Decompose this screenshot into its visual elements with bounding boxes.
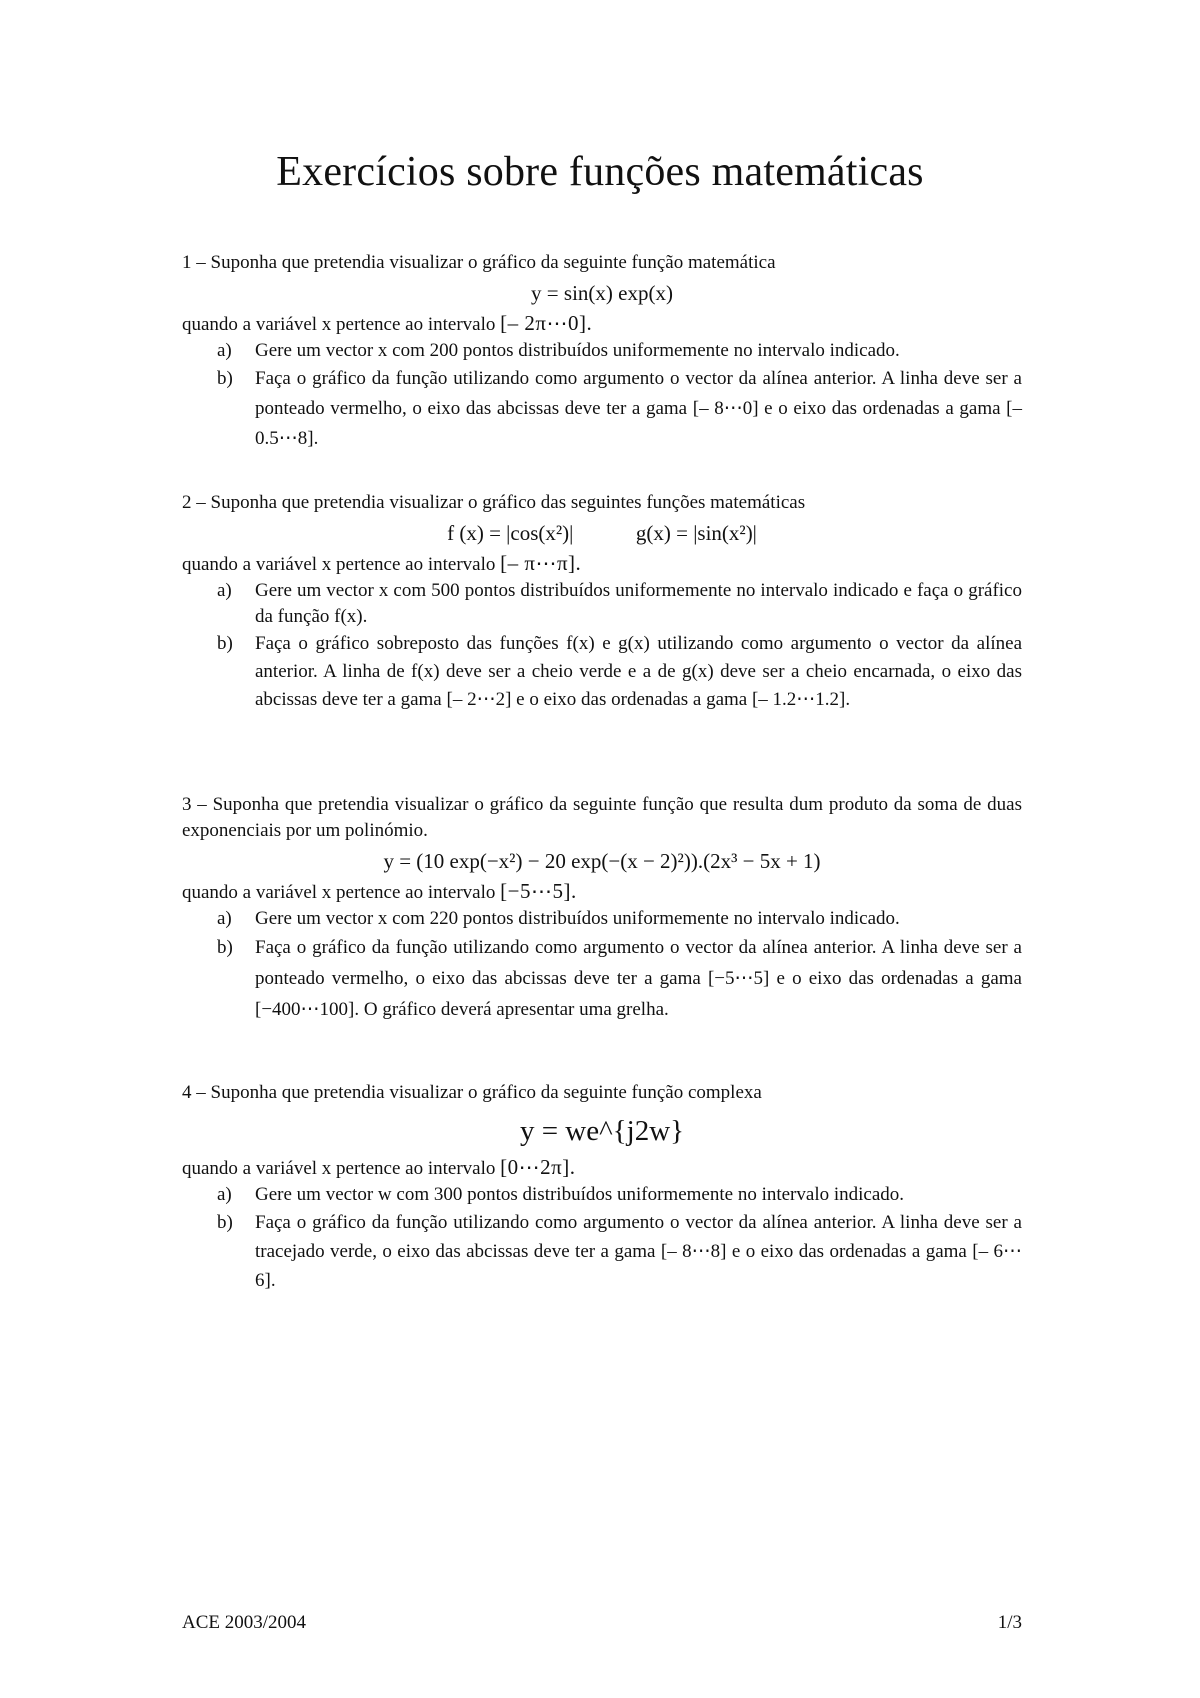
exercise-4-domain-text: quando a variável x pertence ao intervalo xyxy=(182,1158,496,1179)
item-marker: b) xyxy=(217,937,233,958)
exercise-2-intro: 2 – Suponha que pretendia visualizar o gráfico das seguintes funções matemáticas xyxy=(182,492,806,513)
exercise-1-intro: 1 – Suponha que pretendia visualizar o gráfico da seguinte função matemática xyxy=(182,252,776,273)
exercise-2-items xyxy=(182,578,1022,714)
exercise-3-item-a xyxy=(182,906,1022,932)
exercise-3-formula: y = (10 exp(−x²) − 20 exp(−(x − 2)²)).(2x³ − 5x + 1) xyxy=(383,849,821,873)
exercise-4-item-b xyxy=(182,1208,1022,1295)
exercise-1 xyxy=(182,250,1022,454)
item-marker: b) xyxy=(217,1212,233,1233)
exercise-1-formula: y = sin(x) exp(x) xyxy=(531,281,673,305)
exercise-3-domain-text: quando a variável x pertence ao intervalo xyxy=(182,882,496,903)
exercise-3-item-b xyxy=(182,932,1022,1025)
exercise-1-item-b xyxy=(182,364,1022,454)
item-text: Faça o gráfico da função utilizando como argumento o vector da alínea anterior. A linha deve ser a ponteado vermelho, o eixo das abcissas deve ter a gama [– 8⋯0] e o eixo das ordenadas a gama [– 0.5⋯8]. xyxy=(255,368,1022,449)
item-marker: a) xyxy=(217,340,232,361)
exercise-4-domain xyxy=(182,1154,1022,1182)
footer-page-number: 1/3 xyxy=(997,1612,1022,1633)
formula-g: g(x) = |sin(x²)| xyxy=(635,521,757,545)
exercise-4-intro: 4 – Suponha que pretendia visualizar o gráfico da seguinte função complexa xyxy=(182,1082,762,1103)
exercise-1-domain-text: quando a variável x pertence ao intervalo xyxy=(182,314,496,335)
exercise-2-domain-text: quando a variável x pertence ao intervalo xyxy=(182,554,496,575)
exercise-2 xyxy=(182,490,1022,714)
exercise-2-item-a xyxy=(182,578,1022,630)
exercise-4-items xyxy=(182,1182,1022,1295)
exercise-1-item-a xyxy=(182,338,1022,364)
item-text: Gere um vector w com 300 pontos distribuídos uniformemente no intervalo indicado. xyxy=(255,1184,905,1205)
item-text: Gere um vector x com 200 pontos distribuídos uniformemente no intervalo indicado. xyxy=(255,340,900,361)
exercise-3-domain xyxy=(182,878,1022,906)
item-text: Gere um vector x com 220 pontos distribuídos uniformemente no intervalo indicado. xyxy=(255,908,900,929)
formula-f: f (x) = |cos(x²)| xyxy=(447,521,574,545)
exercise-3-intro: 3 – Suponha que pretendia visualizar o gráfico da seguinte função que resulta dum produto da soma de duas exponenciais por um polinómio. xyxy=(182,794,1022,841)
item-marker: b) xyxy=(217,368,233,389)
exercise-1-items xyxy=(182,338,1022,454)
exercise-4-interval: [0⋯2π]. xyxy=(500,1155,576,1179)
exercise-2-interval: [– π⋯π]. xyxy=(500,551,582,575)
exercise-3 xyxy=(182,792,1022,1025)
item-marker: a) xyxy=(217,1184,232,1205)
item-marker: a) xyxy=(217,580,232,601)
exercise-3-interval: [−5⋯5]. xyxy=(500,879,577,903)
item-marker: a) xyxy=(217,908,232,929)
exercise-2-formulas xyxy=(182,518,1022,548)
exercise-1-domain xyxy=(182,310,1022,338)
item-text: Faça o gráfico da função utilizando como argumento o vector da alínea anterior. A linha deve ser a tracejado verde, o eixo das abcissas deve ter a gama [– 8⋯8] e o eixo das ordenadas a gama [– 6⋯6]. xyxy=(255,1212,1022,1291)
footer-course: ACE 2003/2004 xyxy=(182,1612,307,1633)
exercise-3-items xyxy=(182,906,1022,1025)
item-text: Gere um vector x com 500 pontos distribuídos uniformemente no intervalo indicado e faça o gráfico da função f(x). xyxy=(255,580,1022,627)
exercise-1-interval: [– 2π⋯0]. xyxy=(500,311,593,335)
exercise-2-item-b xyxy=(182,630,1022,714)
exercise-4-item-a xyxy=(182,1182,1022,1208)
item-marker: b) xyxy=(217,633,233,654)
page-title: Exercícios sobre funções matemáticas xyxy=(276,149,924,195)
item-text: Faça o gráfico sobreposto das funções f(x) e g(x) utilizando como argumento o vector da alínea anterior. A linha de f(x) deve ser a cheio verde e a de g(x) deve ser a cheio encarnada, o eixo das abcissas deve ter a gama [– 2⋯2] e o eixo das ordenadas a gama [– 1.2⋯1.2]. xyxy=(255,633,1022,710)
exercise-2-domain xyxy=(182,550,1022,578)
exercise-4-formula: y = we^{j2w} xyxy=(519,1115,685,1147)
item-text: Faça o gráfico da função utilizando como argumento o vector da alínea anterior. A linha deve ser a ponteado vermelho, o eixo das abcissas deve ter a gama [−5⋯5] e o eixo das ordenadas a gama [−400⋯100]. O gráfico deverá apresentar uma grelha. xyxy=(255,937,1022,1020)
exercise-4 xyxy=(182,1080,1022,1295)
